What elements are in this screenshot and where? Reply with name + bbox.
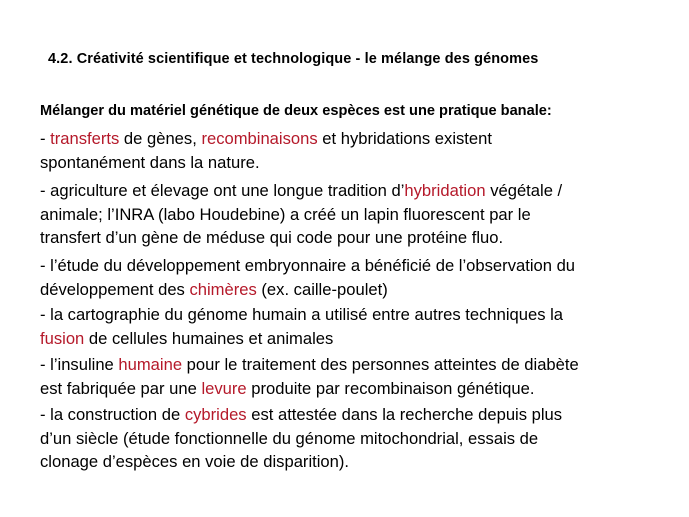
paragraph-line (40, 151, 670, 175)
paragraph-line (40, 303, 670, 327)
paragraph-line (40, 427, 670, 451)
paragraph-agriculture (40, 179, 670, 250)
paragraph-insuline (40, 353, 670, 400)
text-segment: - agriculture et élevage ont une longue tradition d’ (40, 181, 405, 200)
paragraph-line (40, 254, 670, 278)
paragraph-line (40, 226, 670, 250)
highlighted-term: cybrides (184, 405, 247, 424)
text-segment: - la construction de (40, 405, 185, 424)
text-segment: de cellules humaines et animales (84, 328, 334, 348)
paragraph-embryonnaire (40, 254, 670, 301)
paragraph-transferts (40, 127, 670, 174)
text-segment: développement des (40, 279, 190, 299)
text-segment: - (40, 129, 51, 148)
paragraph-line (40, 179, 670, 203)
highlighted-term: fusion (40, 328, 85, 348)
paragraph-line (40, 450, 670, 474)
text-segment: clonage d’espèces en voie de disparition). (40, 452, 350, 471)
text-segment: - la cartographie du génome humain a utilisé entre autres techniques la (40, 305, 564, 324)
text-segment: produite par recombinaison génétique. (246, 378, 535, 398)
paragraph-line (40, 203, 670, 227)
highlighted-term: recombinaisons (201, 129, 318, 148)
paragraph-line (40, 327, 670, 351)
highlighted-term: transferts (50, 129, 120, 148)
paragraph-cartographie (40, 303, 670, 350)
slide-title: 4.2. Créativité scientifique et technologique - le mélange des génomes (48, 51, 539, 67)
text-segment: est attestée dans la recherche depuis plus (246, 405, 563, 424)
paragraph-line (40, 403, 670, 427)
text-segment: spontanément dans la nature. (40, 152, 260, 172)
text-segment: pour le traitement des personnes atteintes de diabète (182, 355, 579, 374)
paragraph-line (40, 278, 670, 302)
highlighted-term: hybridation (404, 181, 486, 200)
text-segment: d’un siècle (étude fonctionnelle du génome mitochondrial, essais de (40, 428, 539, 448)
paragraph-cybrides (40, 403, 670, 474)
paragraph-line (40, 127, 670, 151)
highlighted-term: humaine (118, 355, 183, 374)
text-segment: végétale / (485, 181, 563, 200)
text-segment: animale; l’INRA (labo Houdebine) a créé un lapin fluorescent par le (40, 204, 531, 224)
text-segment: et hybridations existent (317, 129, 492, 148)
text-segment: transfert d’un gène de méduse qui code pour une protéine fluo. (40, 228, 504, 247)
text-segment: de gènes, (119, 129, 202, 148)
text-segment: est fabriquée par une (40, 378, 202, 398)
text-segment: (ex. caille-poulet) (256, 279, 388, 299)
highlighted-term: chimères (189, 279, 257, 299)
paragraph-line (40, 377, 670, 401)
text-segment: - l’insuline (40, 355, 119, 374)
paragraph-line (40, 353, 670, 377)
highlighted-term: levure (201, 378, 247, 398)
text-segment: - l’étude du développement embryonnaire a bénéficié de l’observation du (40, 256, 576, 275)
intro-heading: Mélanger du matériel génétique de deux espèces est une pratique banale: (40, 103, 552, 119)
